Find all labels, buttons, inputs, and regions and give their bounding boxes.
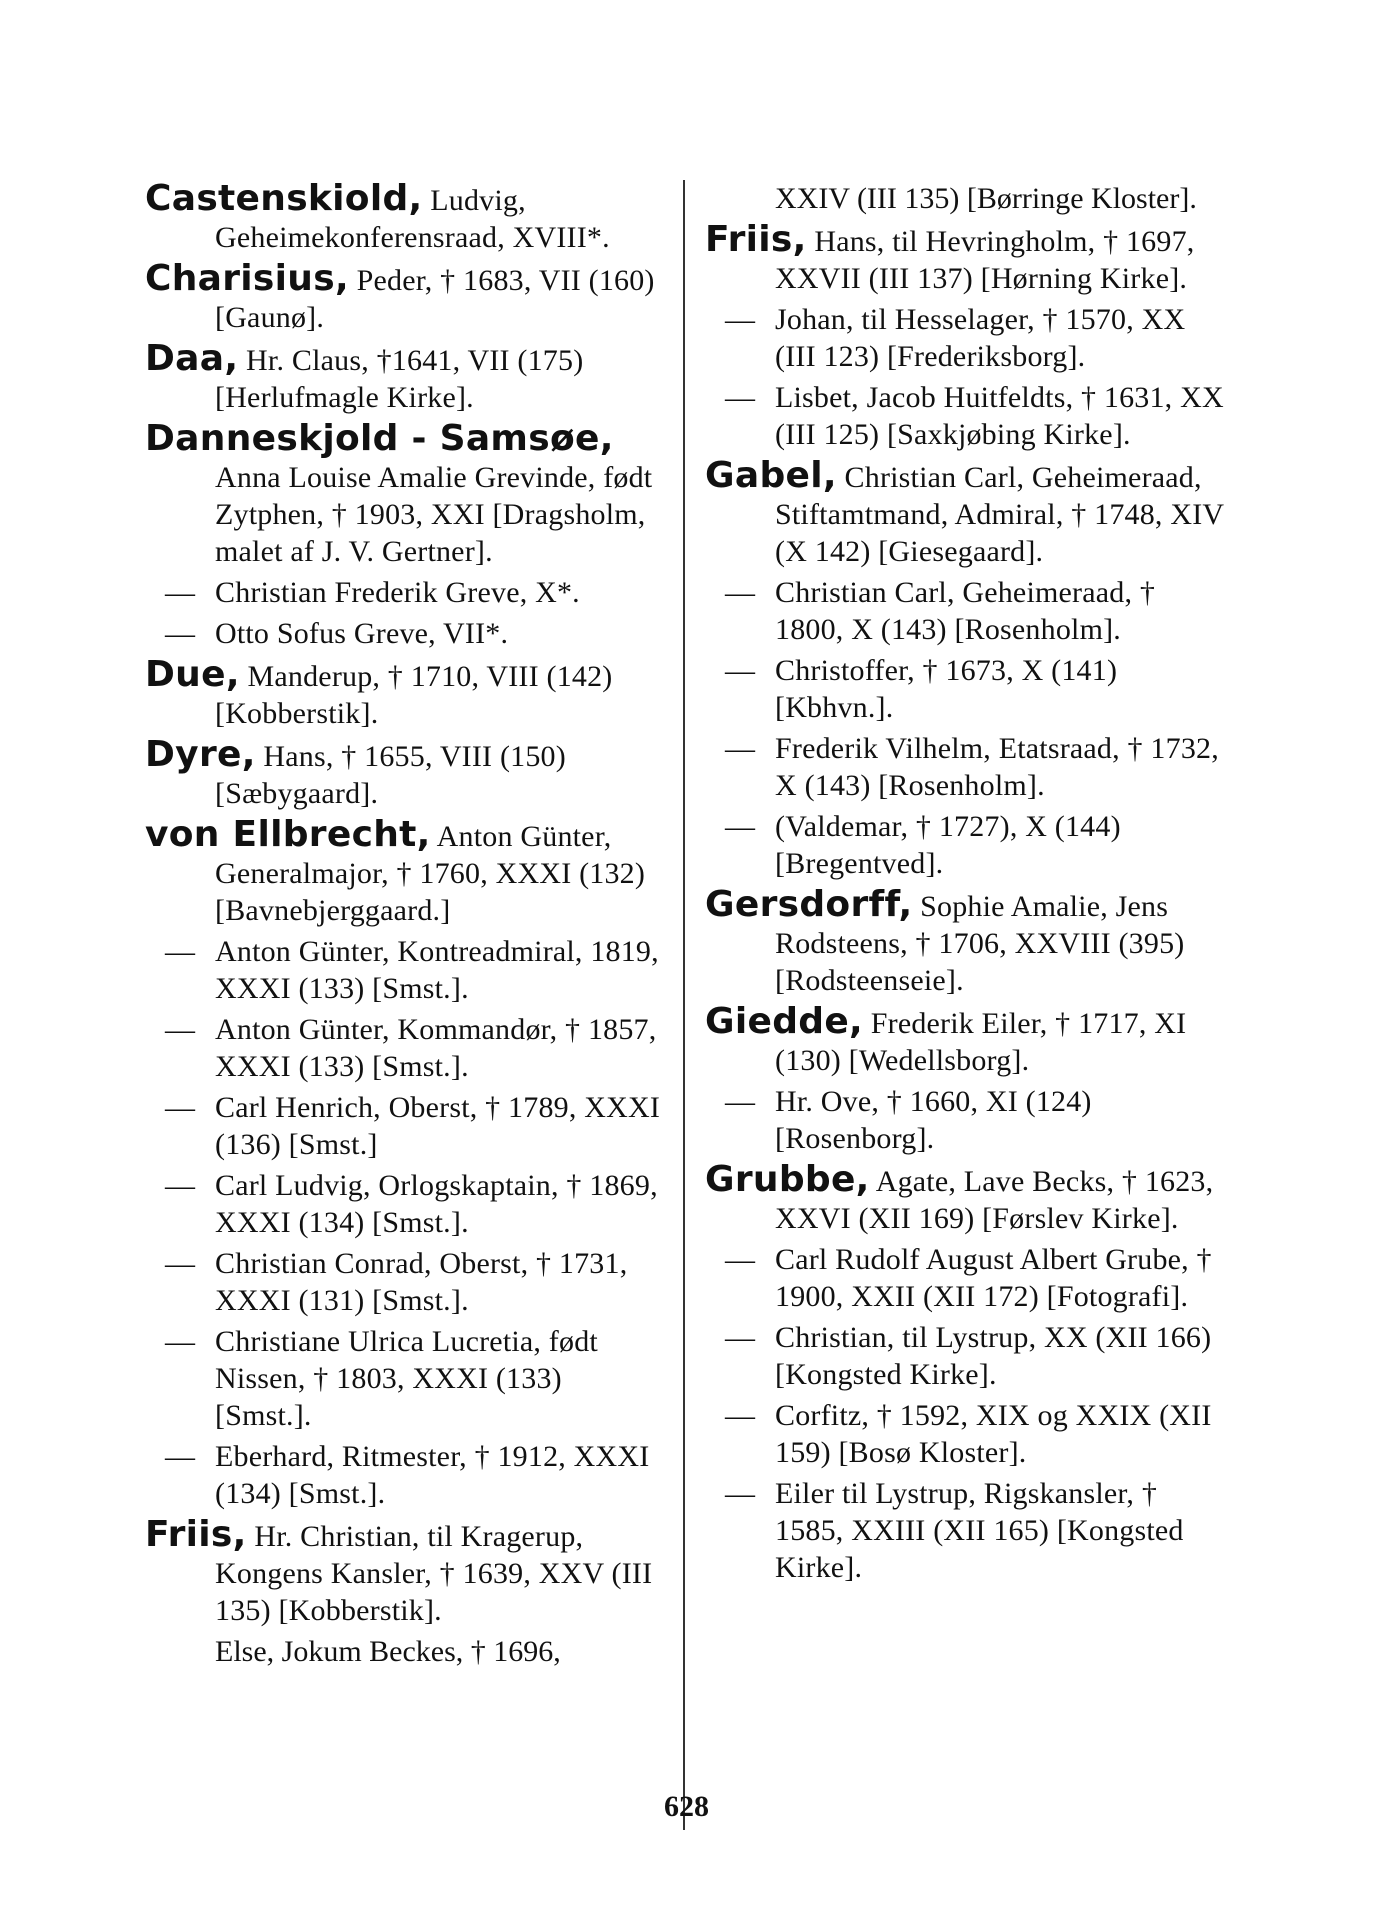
subentry-text: Johan, til Hesselager, † 1570, XX (III 123) [Frederiksborg]. [775,303,1186,373]
index-subentry [705,1475,1225,1586]
index-entry [145,816,665,929]
subentry-text: Corfitz, † 1592, XIX og XXIX (XII 159) [Bosø Kloster]. [775,1399,1212,1469]
index-subentry [705,1241,1225,1315]
index-entry [705,221,1225,297]
continuation-line: XXIV (III 135) [Børringe Kloster]. [775,182,1197,215]
subentry-dash: — [725,654,755,687]
subentry-text: Carl Ludvig, Orlogskaptain, † 1869, XXXI (134) [Smst.]. [215,1169,658,1239]
entry-name: Grubbe, [705,1159,870,1200]
index-entry [145,656,665,732]
page-number: 628 [664,1790,709,1823]
subentry-text: Christian Carl, Geheimeraad, † 1800, X (143) [Rosenholm]. [775,576,1156,646]
entry-name: Friis, [145,1514,247,1555]
subentry-dash: — [725,732,755,765]
subentry-text: Christian Conrad, Oberst, † 1731, XXXI (131) [Smst.]. [215,1247,628,1317]
index-entry [145,736,665,812]
subentry-dash: — [725,1399,755,1432]
subentry-text: Otto Sofus Greve, VII*. [215,617,509,650]
subentry-text: Carl Henrich, Oberst, † 1789, XXXI (136) [Smst.] [215,1091,661,1161]
entry-text: Hr. Christian, til Kragerup, Kongens Kansler, † 1639, XXV (III 135) [Kobberstik]. [215,1520,653,1627]
index-entry [145,340,665,416]
subentry-dash: — [165,1325,195,1358]
index-subentry [705,1397,1225,1471]
entry-text: Agate, Lave Becks, † 1623, XXVI (XII 169) [Førslev Kirke]. [775,1165,1214,1235]
entry-text: Hans, til Hevringholm, † 1697, XXVII (III 137) [Hørning Kirke]. [775,225,1195,295]
entry-name: Dyre, [145,734,256,775]
subentry-dash: — [165,1247,195,1280]
index-subentry [145,574,665,611]
subentry-text: (Valdemar, † 1727), X (144) [Bregentved]. [775,810,1121,880]
entry-name: Charisius, [145,258,349,299]
subentry-text: Christian Frederik Greve, X*. [215,576,580,609]
index-subentry [705,1083,1225,1157]
index-subentry [705,808,1225,882]
subentry-dash: — [725,381,755,414]
subentry-dash: — [165,1169,195,1202]
entry-name: Daa, [145,338,239,379]
subentry-text: Anton Günter, Kontreadmiral, 1819, XXXI (133) [Smst.]. [215,935,659,1005]
index-entry [145,180,665,256]
entry-name: Gersdorff, [705,884,913,925]
entry-name: Friis, [705,219,807,260]
index-subentry [705,1319,1225,1393]
subentry-text: Anton Günter, Kommandør, † 1857, XXXI (133) [Smst.]. [215,1013,657,1083]
entry-text: Frederik Eiler, † 1717, XI (130) [Wedellsborg]. [775,1007,1187,1077]
entry-text: Anna Louise Amalie Grevinde, født Zytphen, † 1903, XXI [Dragsholm, malet af J. V. Gertner]. [215,461,653,568]
subentry-dash: — [165,1091,195,1124]
subentry-dash: — [725,1477,755,1510]
index-subentry [145,933,665,1007]
subentry-text: Eiler til Lystrup, Rigskansler, † 1585, XXIII (XII 165) [Kongsted Kirke]. [775,1477,1184,1584]
subentry-dash: — [165,1013,195,1046]
index-subentry [145,1089,665,1163]
subentry-dash: — [165,1440,195,1473]
entry-text: Peder, † 1683, VII (160) [Gaunø]. [215,264,655,334]
index-subentry [705,652,1225,726]
index-entry [705,1003,1225,1079]
subentry-dash: — [725,576,755,609]
subentry-dash: — [165,576,195,609]
entry-text: Christian Carl, Geheimeraad, Stiftamtmand, Admiral, † 1748, XIV (X 142) [Giesegaard]. [775,461,1224,568]
index-entry [705,886,1225,999]
index-subentry [145,1245,665,1319]
index-entry [145,1516,665,1629]
entry-text: Hans, † 1655, VIII (150) [Sæbygaard]. [215,740,566,810]
index-entry [145,420,665,570]
entry-name: Castenskiold, [145,178,423,219]
subentry-dash: — [165,935,195,968]
index-subentry [705,574,1225,648]
subentry-text: Christoffer, † 1673, X (141) [Kbhvn.]. [775,654,1118,724]
right-column [705,180,1225,1590]
subentry-dash: — [725,303,755,336]
subentry-text: Lisbet, Jacob Huitfeldts, † 1631, XX (III 125) [Saxkjøbing Kirke]. [775,381,1224,451]
subentry-text: Hr. Ove, † 1660, XI (124) [Rosenborg]. [775,1085,1092,1155]
subentry-text: Frederik Vilhelm, Etatsraad, † 1732, X (143) [Rosenholm]. [775,732,1219,802]
index-entry [705,1161,1225,1237]
index-subentry [145,615,665,652]
index-entry [145,260,665,336]
index-subentry [705,730,1225,804]
subentry-dash: — [725,810,755,843]
subentry-dash: — [165,617,195,650]
index-subentry [705,301,1225,375]
index-subentry [145,1438,665,1512]
continuation-line: Else, Jokum Beckes, † 1696, [215,1635,561,1668]
index-subentry [145,1011,665,1085]
entry-name: Danneskjold - Samsøe, [145,418,614,459]
subentry-text: Christiane Ulrica Lucretia, født Nissen, † 1803, XXXI (133) [Smst.]. [215,1325,598,1432]
index-entry [705,457,1225,570]
subentry-text: Carl Rudolf August Albert Grube, † 1900, XXII (XII 172) [Fotografi]. [775,1243,1212,1313]
entry-text: Hr. Claus, †1641, VII (175) [Herlufmagle Kirke]. [215,344,584,414]
entry-name: von Ellbrecht, [145,814,431,855]
entry-text: Ludvig, Geheimekonferensraad, XVIII*. [215,184,610,254]
column-divider [683,180,685,1830]
entry-text: Sophie Amalie, Jens Rodsteens, † 1706, XXVIII (395) [Rodsteenseie]. [775,890,1185,997]
entry-text: Anton Günter, Generalmajor, † 1760, XXXI (132) [Bavnebjerggaard.] [215,820,646,927]
index-subentry [145,1167,665,1241]
index-subentry [705,379,1225,453]
entry-name: Giedde, [705,1001,864,1042]
left-column [145,180,665,1674]
subentry-dash: — [725,1321,755,1354]
subentry-dash: — [725,1243,755,1276]
entry-text: Manderup, † 1710, VIII (142) [Kobberstik]. [215,660,613,730]
subentry-text: Christian, til Lystrup, XX (XII 166) [Kongsted Kirke]. [775,1321,1212,1391]
entry-name: Gabel, [705,455,837,496]
entry-name: Due, [145,654,240,695]
subentry-text: Eberhard, Ritmester, † 1912, XXXI (134) [Smst.]. [215,1440,650,1510]
index-subentry [145,1323,665,1434]
subentry-dash: — [725,1085,755,1118]
